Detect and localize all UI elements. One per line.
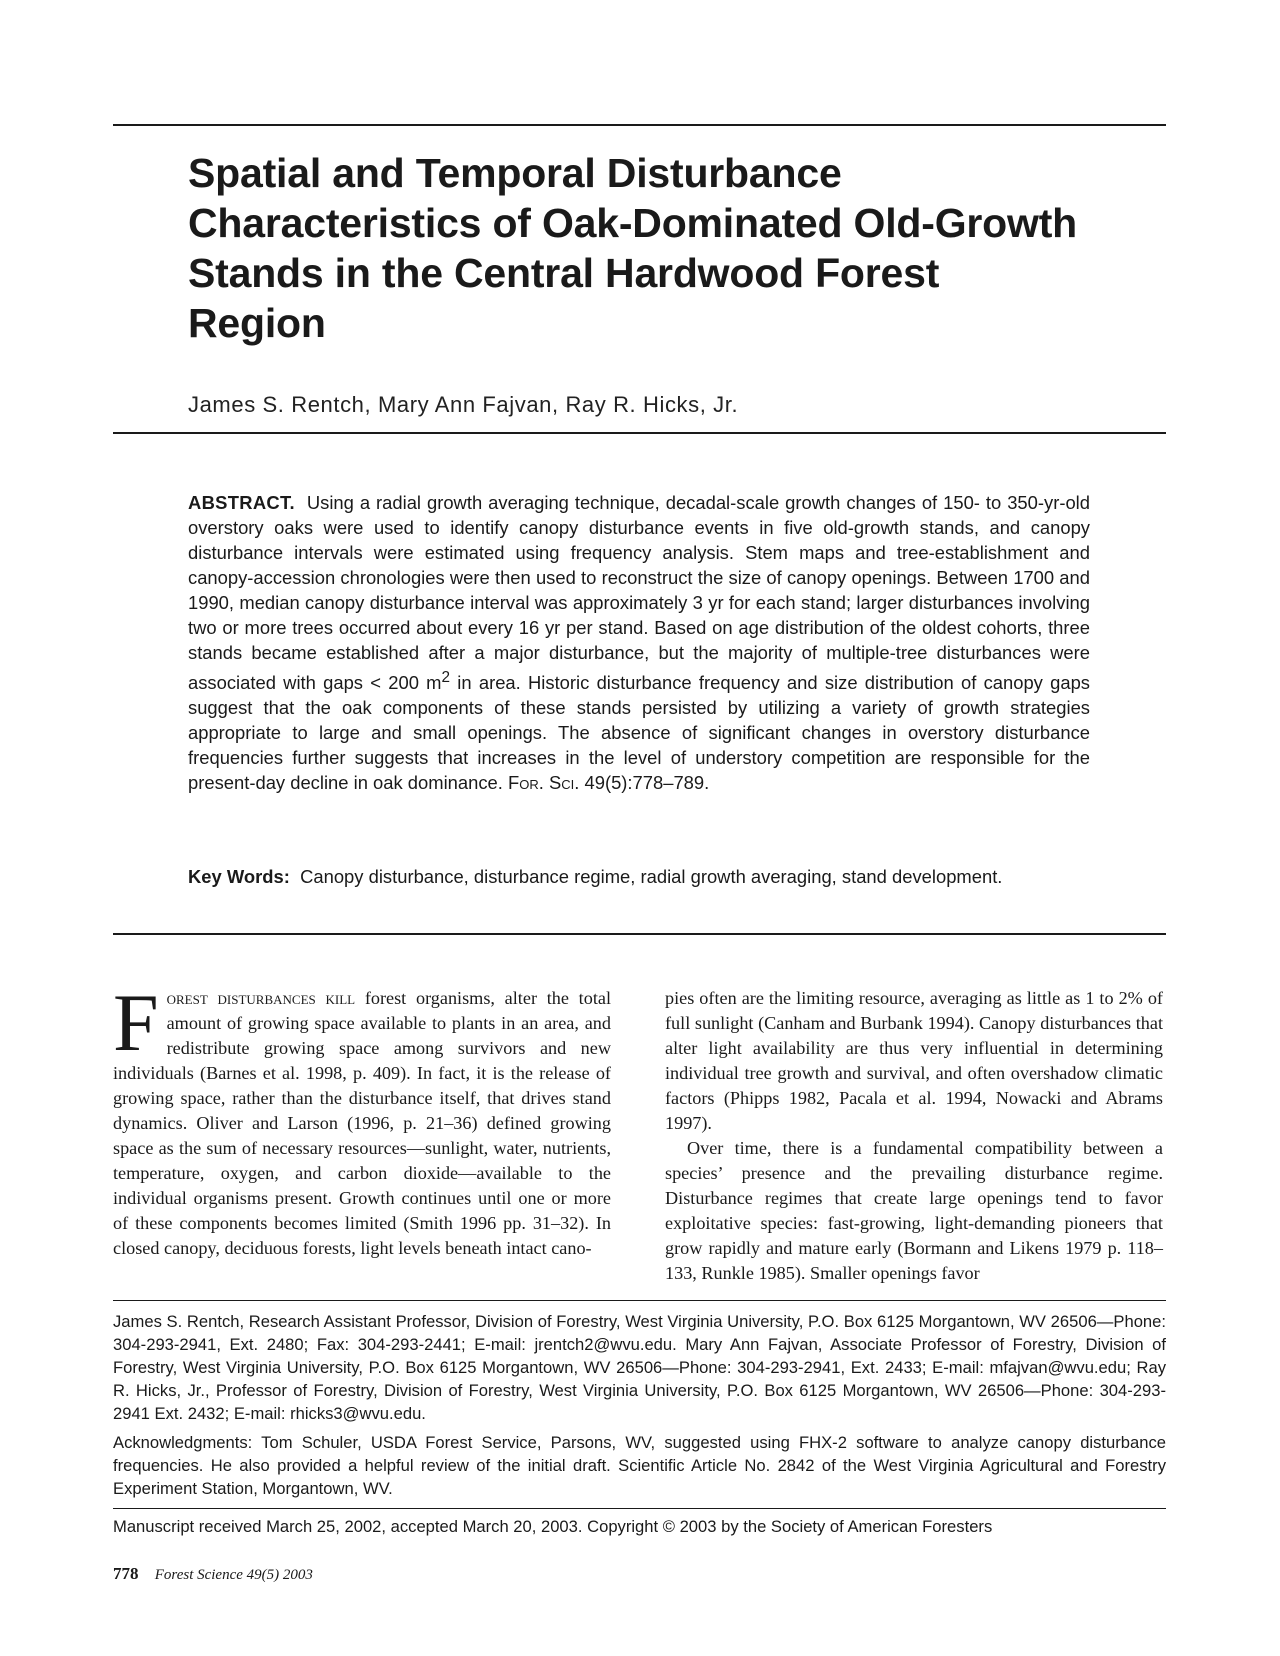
- footnote-rule: [113, 1300, 1166, 1301]
- abstract-superscript: 2: [441, 669, 451, 686]
- drop-cap: F: [113, 977, 159, 1068]
- manuscript-received: Manuscript received March 25, 2002, accepted March 20, 2003. Copyright © 2003 by the Society of American Foresters: [113, 1517, 993, 1536]
- footnotes: [113, 1310, 1166, 1506]
- author-affiliations: James S. Rentch, Research Assistant Professor, Division of Forestry, West Virginia University, P.O. Box 6125 Morgantown, WV 26506—Phone: 304-293-2941, Ext. 2480; Fax: 304-293-2441; E-mail: jrentch2@wvu.edu. Mary Ann Fajvan, Associate Professor of Forestry, Division of Forestry, West Virginia University, P.O. Box 6125 Morgantown, WV 26506—Phone: 304-293-2941, Ext. 2433; E-mail: mfajvan@wvu.edu; Ray R. Hicks, Jr., Professor of Forestry, Division of Forestry, West Virginia University, P.O. Box 6125 Morgantown, WV 26506—Phone: 304-293-2941 Ext. 2432; E-mail: rhicks3@wvu.edu.: [113, 1312, 1166, 1423]
- acknowledgments: Acknowledgments: Tom Schuler, USDA Forest Service, Parsons, WV, suggested using FHX-2 software to analyze canopy disturbance frequencies. He also provided a helpful review of the initial draft. Scientific Article No. 2842 of the West Virginia Agricultural and Forestry Experiment Station, Morgantown, WV.: [113, 1433, 1166, 1498]
- page-number: 778: [113, 1564, 139, 1583]
- intro-paragraph-cont: pies often are the limiting resource, averaging as little as 1 to 2% of full sunlight (Canham and Burbank 1994). Canopy disturbances that alter light availability are thus very influential in determining individual tree growth and survival, and often overshadow climatic factors (Phipps 1982, Pacala et al. 1994, Nowacki and Abrams 1997).: [665, 988, 1163, 1133]
- abstract-rule: [113, 933, 1166, 935]
- abstract-citation-journal: For. Sci.: [508, 772, 580, 794]
- intro-lead-smallcaps: orest disturbances kill: [166, 988, 356, 1008]
- body-paragraph-2: Over time, there is a fundamental compatibility between a species’ presence and the prevailing disturbance regime. Disturbance regimes that create large openings tend to favor exploitative species: fast-growing, light-demanding pioneers that grow rapidly and mature early (Bormann and Likens 1979 p. 118–133, Runkle 1985). Smaller openings favor: [665, 1138, 1163, 1283]
- abstract-label: ABSTRACT.: [188, 492, 295, 513]
- keywords: [188, 864, 1090, 889]
- received-rule: [113, 1508, 1166, 1509]
- abstract-text: Using a radial growth averaging technique, decadal-scale growth changes of 150- to 350-yr-old overstory oaks were used to identify canopy disturbance events in five old-growth stands, and canopy disturbance intervals were estimated using frequency analysis. Stem maps and tree-establishment and canopy-accession chronologies were then used to reconstruct the size of canopy openings. Between 1700 and 1990, median canopy disturbance interval was approximately 3 yr for each stand; larger disturbances involving two or more trees occurred about every 16 yr per stand. Based on age distribution of the oldest cohorts, three stands became established after a major disturbance, but the majority of multiple-tree disturbances were associated with gaps < 200 m: [188, 492, 1090, 694]
- body-column-right: [665, 986, 1163, 1286]
- page-footer: [113, 1564, 313, 1584]
- top-rule: [113, 124, 1166, 126]
- intro-paragraph: [113, 977, 612, 1261]
- abstract: [188, 490, 1090, 795]
- abstract-citation-ref: 49(5):778–789.: [584, 772, 710, 794]
- keywords-label: Key Words:: [188, 866, 290, 887]
- journal-citation: Forest Science 49(5) 2003: [154, 1567, 313, 1583]
- authors-rule: [113, 432, 1166, 434]
- author-list: James S. Rentch, Mary Ann Fajvan, Ray R. Hicks, Jr.: [188, 392, 739, 417]
- body-column-left: [113, 977, 612, 1261]
- intro-text: forest organisms, alter the total amount of growing space available to plants in an area, and redistribute growing space among survivors and new individuals (Barnes et al. 1998, p. 409). In fact, it is the release of growing space, rather than the disturbance itself, that drives stand dynamics. Oliver and Larson (1996, p. 21–36) defined growing space as the sum of necessary resources—sunlight, water, nutrients, temperature, oxygen, and carbon dioxide—available to the individual organisms present. Growth continues until one or more of these components becomes limited (Smith 1996 pp. 31–32). In closed canopy, deciduous forests, light levels beneath intact cano-: [113, 988, 612, 1258]
- keywords-text: Canopy disturbance, disturbance regime, radial growth averaging, stand development.: [300, 866, 1003, 887]
- abstract-text-cont: in area. Historic disturbance frequency and size distribution of canopy gaps suggest that the oak components of these stands persisted by utilizing a variety of growth strategies appropriate to large and small openings. The absence of significant changes in overstory disturbance frequencies further suggests that increases in the level of understory competition are responsible for the present-day decline in oak dominance.: [188, 672, 1090, 794]
- article-title: Spatial and Temporal Disturbance Characteristics of Oak-Dominated Old-Growth Stands in the Central Hardwood Forest Region: [188, 150, 1077, 346]
